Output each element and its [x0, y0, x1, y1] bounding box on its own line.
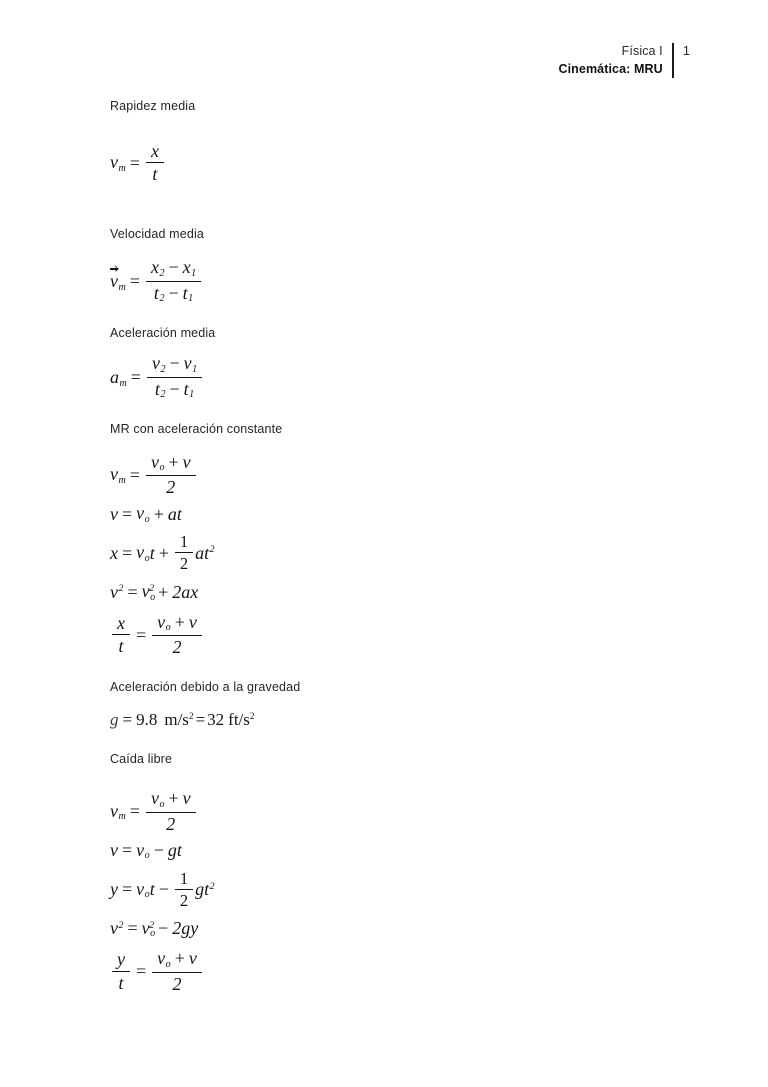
subscript-1: 1 [191, 267, 197, 279]
subscript-m: m [118, 163, 126, 175]
symbol-v: v [141, 917, 150, 938]
unit-gravity-si: m/s [164, 710, 189, 730]
subscript-o: o [150, 928, 156, 940]
denominator-delta-t [149, 282, 198, 305]
operator-minus: − [168, 257, 179, 278]
symbol-v: v [110, 581, 118, 602]
page-header [0, 42, 690, 78]
operator-equals: = [127, 918, 138, 938]
fraction-vo-plus-v-over-2 [146, 789, 196, 834]
term-2gy: 2gy [172, 918, 199, 938]
fraction-vo-plus-v-over-2 [152, 949, 202, 994]
equation-aceleracion-media [110, 353, 670, 401]
symbol-t: t [153, 282, 159, 303]
subscript-m: m [118, 811, 126, 823]
exponent-2: 2 [249, 712, 255, 723]
operator-plus: + [174, 611, 185, 632]
symbol-a: a [195, 542, 205, 563]
subscript-2: 2 [160, 389, 166, 401]
equation-freefall-position [110, 868, 670, 910]
symbol-t: t [149, 542, 155, 563]
exponent-2: 2 [149, 919, 155, 931]
page-number: 1 [682, 43, 690, 58]
symbol-v: v [110, 918, 118, 938]
denominator-2: 2 [172, 637, 182, 658]
operator-minus: − [169, 353, 180, 374]
symbol-v: v [157, 948, 166, 969]
unit-gravity-imperial: ft/s [228, 710, 250, 730]
header-title-block [558, 42, 671, 78]
operator-equals: = [122, 710, 133, 730]
symbol-v: v [136, 878, 145, 899]
symbol-y: y [110, 879, 118, 899]
fraction-x-over-t [146, 142, 164, 185]
symbol-v: v [188, 611, 197, 632]
numerator-vo-plus-v [152, 613, 202, 636]
operator-plus: + [174, 948, 185, 969]
operator-equals: = [130, 367, 141, 388]
term-gt: gt [167, 840, 182, 860]
subscript-2: 2 [159, 293, 165, 305]
equation-freefall-y-over-t [110, 950, 670, 994]
operator-equals: = [129, 152, 140, 173]
denominator-t: t [118, 972, 124, 993]
symbol-v: v [136, 839, 145, 860]
exponent-2: 2 [209, 880, 215, 892]
symbol-x: x [150, 257, 159, 278]
symbol-v: v [141, 581, 150, 602]
operator-minus: − [158, 918, 169, 938]
numerator-x: x [146, 142, 164, 163]
operator-equals: = [127, 581, 138, 602]
subscript-o: o [165, 622, 171, 634]
exponent-2: 2 [188, 712, 194, 723]
operator-plus: + [153, 503, 164, 524]
numerator-delta-x [146, 258, 201, 281]
equation-freefall-torricelli [110, 916, 670, 942]
fraction-vo-plus-v-over-2 [146, 453, 196, 498]
symbol-v: v [110, 840, 118, 860]
exponent-2: 2 [149, 583, 155, 595]
operator-minus: − [158, 879, 169, 899]
equation-mru-x-over-t [110, 613, 670, 657]
equation-mru-torricelli [110, 579, 670, 605]
term-2ax: 2ax [172, 581, 199, 602]
operator-equals: = [129, 801, 140, 821]
equation-gravity-value [110, 707, 670, 733]
operator-plus: + [168, 788, 179, 809]
denominator-2: 2 [179, 890, 189, 910]
subscript-1: 1 [189, 389, 195, 401]
fraction-x-over-t [112, 614, 130, 657]
equation-velocidad-media [110, 257, 670, 305]
symbol-t: t [182, 282, 188, 303]
equation-freefall-vm [110, 788, 670, 834]
term-at: at [167, 503, 182, 524]
symbol-v: v [110, 152, 118, 173]
denominator-2: 2 [166, 813, 176, 834]
operator-equals: = [195, 710, 206, 730]
subscript-o: o [159, 462, 165, 474]
subscript-1: 1 [192, 363, 198, 375]
denominator-delta-t [150, 378, 199, 401]
symbol-v: v [151, 353, 160, 374]
numerator-x: x [112, 614, 130, 635]
value-gravity-si: 9.8 [136, 710, 158, 730]
equation-rapidez-media [110, 142, 670, 184]
symbol-t: t [183, 378, 189, 399]
operator-equals: = [122, 840, 133, 860]
subscript-o: o [159, 798, 165, 810]
section-label-caida-libre: Caída libre [110, 752, 173, 767]
fraction-y-over-t [112, 950, 130, 993]
operator-equals: = [122, 879, 133, 899]
subscript-m: m [119, 377, 127, 389]
operator-equals: = [136, 624, 147, 645]
symbol-v: v [182, 788, 191, 809]
operator-plus: + [158, 542, 169, 563]
exponent-2: 2 [118, 919, 124, 931]
operator-minus: − [168, 282, 179, 303]
numerator-vo-plus-v [146, 789, 196, 812]
fraction-delta-x-over-delta-t [146, 258, 201, 305]
exponent-2: 2 [209, 544, 215, 556]
numerator-y: y [112, 950, 130, 971]
symbol-a: a [110, 366, 119, 387]
equation-freefall-velocity [110, 838, 670, 864]
subscript-o: o [150, 591, 156, 603]
subscript-1: 1 [188, 293, 194, 305]
subscript-o: o [144, 552, 150, 564]
fraction-vo-plus-v-over-2 [152, 613, 202, 658]
operator-equals: = [122, 542, 133, 563]
symbol-v: v [188, 948, 197, 969]
denominator-t: t [152, 164, 158, 185]
equation-mru-vm [110, 451, 670, 498]
subscript-2: 2 [159, 267, 165, 279]
symbol-v: v [150, 451, 159, 472]
numerator-1: 1 [175, 870, 193, 890]
operator-equals: = [122, 503, 133, 524]
symbol-v: v [183, 353, 192, 374]
section-label-mr-aceleracion-constante: MR con aceleración constante [110, 421, 283, 436]
operator-equals: = [136, 961, 147, 981]
numerator-delta-v [147, 354, 202, 377]
numerator-1: 1 [175, 533, 193, 553]
symbol-t: t [149, 879, 155, 899]
symbol-v: v [157, 611, 166, 632]
operator-plus: + [168, 451, 179, 472]
symbol-v: v [110, 464, 118, 485]
symbol-v: v [110, 800, 118, 821]
subscript-m: m [118, 474, 126, 486]
subscript-o: o [144, 889, 150, 901]
subscript-2: 2 [160, 363, 166, 375]
section-label-gravedad: Aceleración debido a la gravedad [110, 680, 301, 694]
section-label-rapidez-media: Rapidez media [110, 99, 196, 113]
section-label-aceleracion-media: Aceleración media [110, 325, 216, 340]
subscript-o: o [144, 513, 150, 525]
denominator-t: t [118, 636, 124, 656]
symbol-v: v [110, 503, 118, 524]
operator-equals: = [129, 464, 140, 485]
operator-minus: − [169, 378, 180, 399]
numerator-vo-plus-v [152, 949, 202, 972]
symbol-v: v [136, 542, 145, 563]
symbol-g: g [195, 879, 205, 899]
fraction-delta-v-over-delta-t [147, 354, 202, 401]
section-label-velocidad-media: Velocidad media [110, 227, 204, 242]
symbol-v: v [182, 451, 191, 472]
operator-minus: − [153, 840, 164, 860]
fraction-one-half [175, 870, 193, 910]
symbol-t: t [204, 879, 210, 899]
header-topic: Cinemática: MRU [558, 62, 663, 77]
document-content [110, 98, 670, 994]
denominator-2: 2 [172, 973, 182, 994]
symbol-t: t [154, 378, 160, 399]
symbol-v: v [150, 788, 159, 809]
operator-plus: + [158, 581, 169, 602]
denominator-2: 2 [166, 477, 176, 498]
symbol-t: t [204, 542, 210, 563]
equation-mru-position [110, 532, 670, 573]
operator-equals: = [129, 271, 140, 291]
symbol-vector-v: v [110, 271, 118, 292]
symbol-g: g [110, 710, 119, 730]
symbol-x: x [110, 542, 118, 563]
denominator-2: 2 [179, 554, 189, 573]
equation-mru-v-equals-vo-plus-at [110, 501, 670, 527]
fraction-one-half [175, 533, 193, 573]
subscript-m: m [118, 281, 126, 293]
symbol-x: x [182, 257, 191, 278]
symbol-v: v [136, 503, 145, 524]
header-course: Física I [621, 44, 663, 58]
numerator-vo-plus-v [146, 453, 196, 476]
subscript-o: o [144, 850, 150, 862]
subscript-o: o [165, 958, 171, 970]
exponent-2: 2 [118, 583, 124, 595]
value-gravity-imperial: 32 [207, 710, 225, 730]
